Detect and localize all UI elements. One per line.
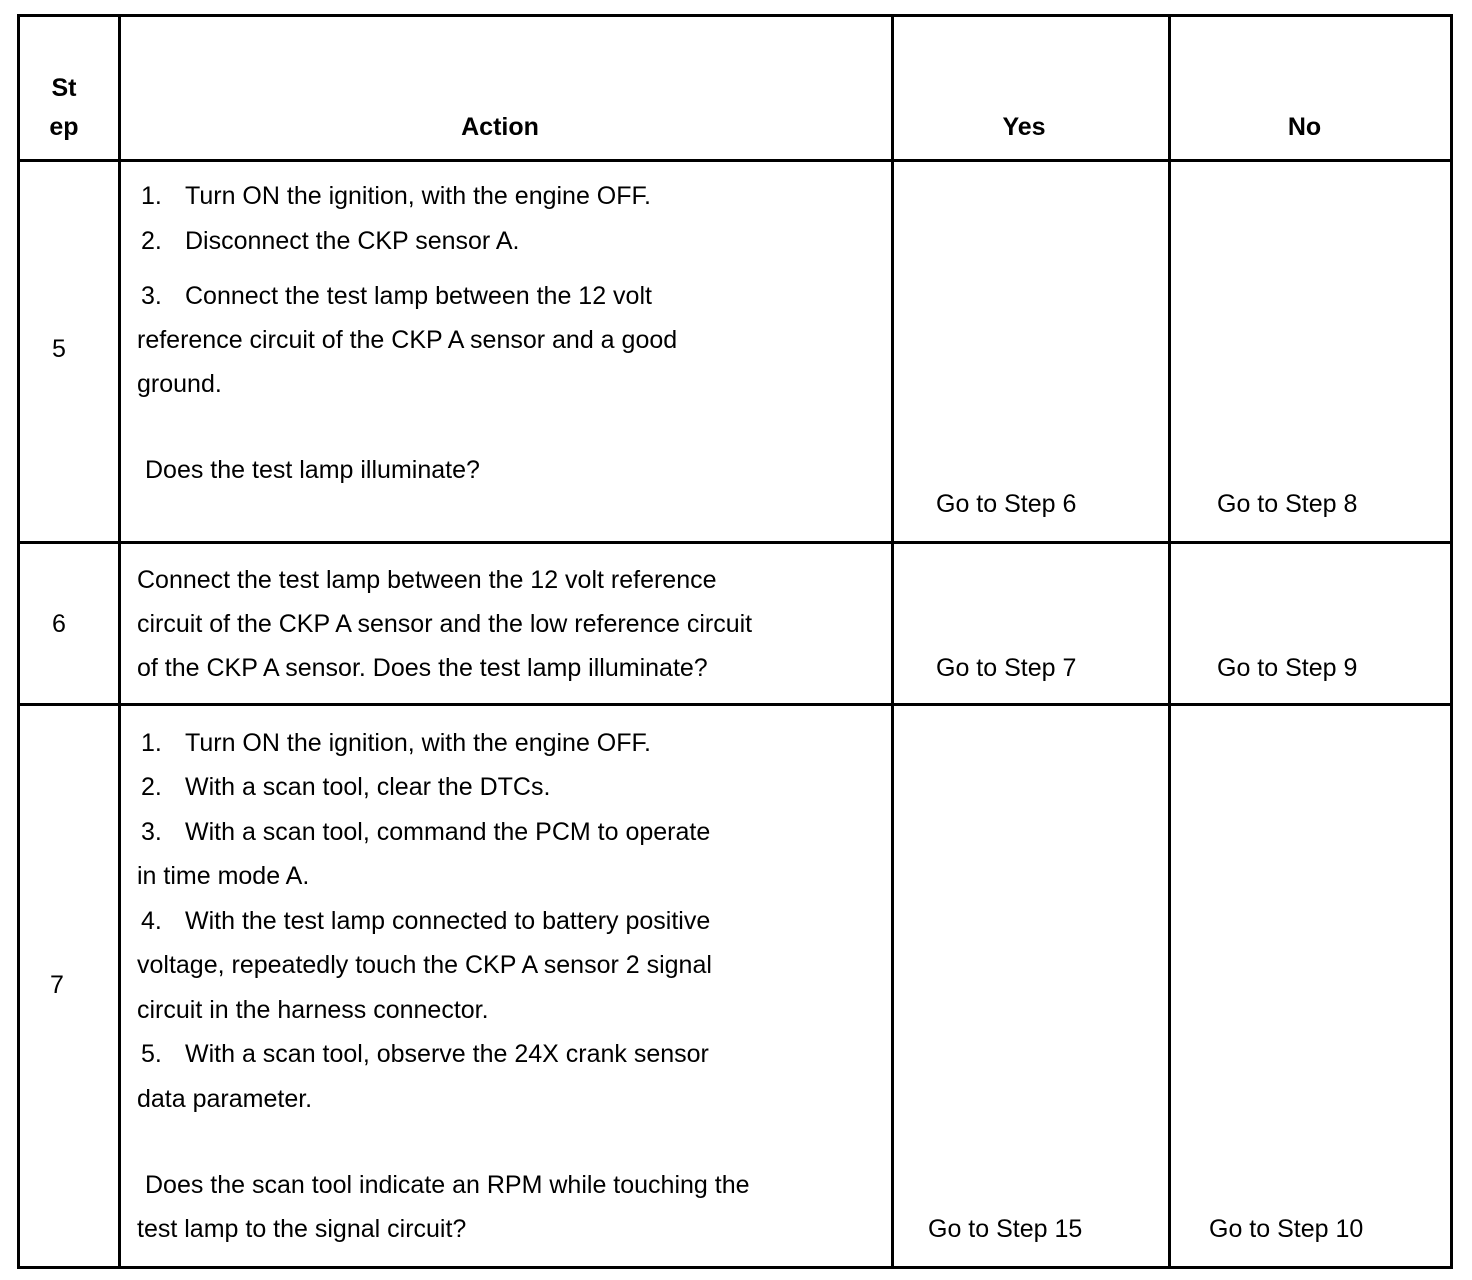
header-yes: Yes: [1002, 113, 1046, 141]
header-no: No: [1287, 113, 1322, 141]
column-divider-action: [891, 14, 894, 1269]
action-line: 2. With a scan tool, clear the DTCs.: [141, 773, 551, 801]
step-number-6: 6: [52, 610, 66, 638]
yes-step7: Go to Step 15: [928, 1215, 1083, 1243]
action-line: 5. With a scan tool, observe the 24X crank sensor: [141, 1040, 709, 1068]
action-question: Does the test lamp illuminate?: [145, 456, 480, 484]
row-divider-step6: [17, 703, 1453, 706]
yes-step6: Go to Step 7: [936, 654, 1077, 682]
yes-step5: Go to Step 6: [936, 490, 1077, 518]
action-line: circuit in the harness connector.: [137, 996, 489, 1024]
action-line: reference circuit of the CKP A sensor and a good: [137, 326, 678, 354]
action-line: 2. Disconnect the CKP sensor A.: [141, 227, 520, 255]
action-line: ground.: [137, 370, 222, 398]
action-line: of the CKP A sensor. Does the test lamp illuminate?: [137, 654, 708, 682]
action-question: Does the scan tool indicate an RPM while touching the: [145, 1171, 750, 1199]
table-border-right: [1450, 14, 1453, 1269]
action-line: 3. With a scan tool, command the PCM to operate: [141, 818, 711, 846]
action-line: 3. Connect the test lamp between the 12 volt: [141, 282, 652, 310]
no-step7: Go to Step 10: [1209, 1215, 1364, 1243]
action-line: 1. Turn ON the ignition, with the engine OFF.: [141, 729, 651, 757]
action-question: test lamp to the signal circuit?: [137, 1215, 467, 1243]
no-step5: Go to Step 8: [1217, 490, 1358, 518]
header-step-line2: ep: [49, 113, 79, 141]
action-line: circuit of the CKP A sensor and the low reference circuit: [137, 610, 753, 638]
action-line: 1. Turn ON the ignition, with the engine OFF.: [141, 182, 651, 210]
header-step-line1: St: [51, 74, 77, 102]
action-line: 4. With the test lamp connected to battery positive: [141, 907, 711, 935]
step-number-5: 5: [52, 335, 66, 363]
step-number-7: 7: [50, 971, 64, 999]
row-divider-header: [17, 159, 1453, 162]
table-border-top: [17, 14, 1453, 17]
column-divider-yes: [1168, 14, 1171, 1269]
no-step6: Go to Step 9: [1217, 654, 1358, 682]
column-divider-step: [118, 14, 121, 1269]
table-border-bottom: [17, 1266, 1453, 1269]
action-line: Connect the test lamp between the 12 volt reference: [137, 566, 717, 594]
action-line: voltage, repeatedly touch the CKP A sensor 2 signal: [137, 951, 712, 979]
action-line: data parameter.: [137, 1085, 313, 1113]
table-border-left: [17, 14, 20, 1269]
row-divider-step5: [17, 541, 1453, 544]
header-action: Action: [461, 113, 539, 141]
action-line: in time mode A.: [137, 862, 310, 890]
